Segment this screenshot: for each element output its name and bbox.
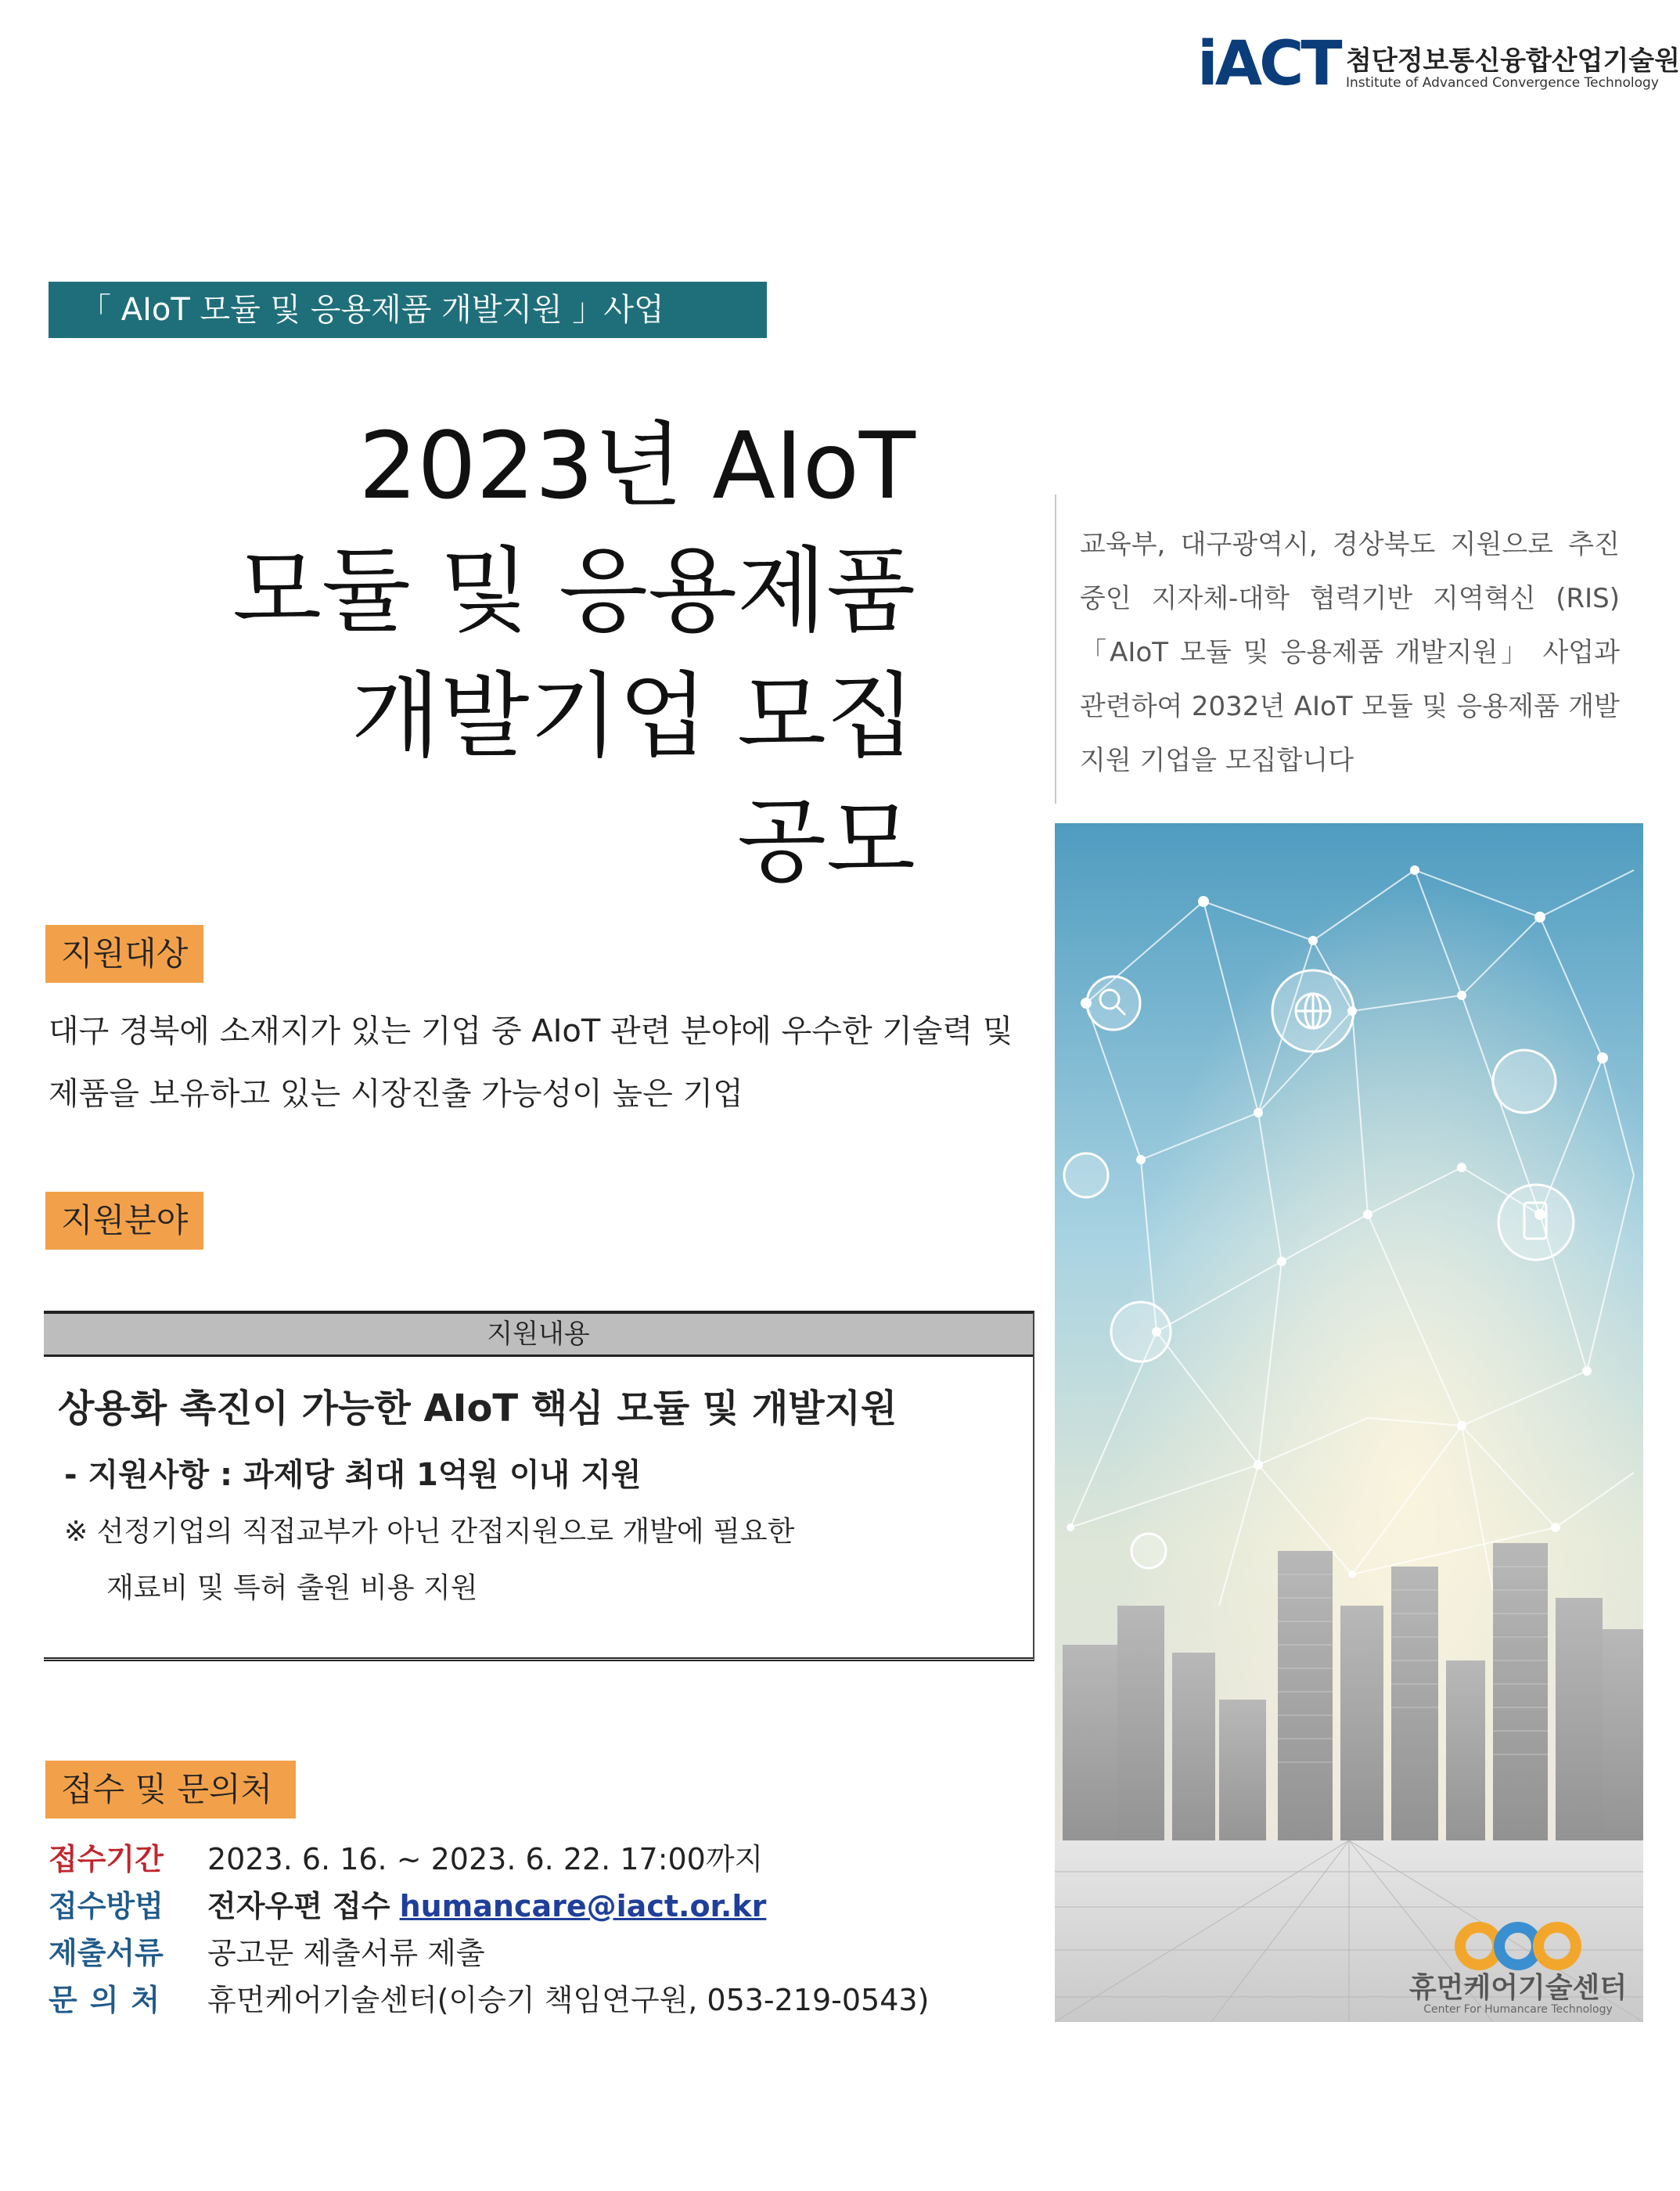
title-line-2: 모듈 및 응용제품 [232,537,916,645]
email-link[interactable]: humancare@iact.or.kr [399,1889,767,1923]
section-tag-target: 지원대상 [45,925,203,983]
target-line-2: 제품을 보유하고 있는 시장진출 가능성이 높은 기업 [49,1076,743,1112]
period-value: 2023. 6. 16. ~ 2023. 6. 22. 17:00까지 [207,1842,764,1876]
network-city-image [1055,823,1643,2022]
method-value [207,1882,766,1925]
target-description [49,1000,1019,1125]
intro-divider [1055,495,1056,804]
inquiry-label: 문의처 [49,1983,173,2017]
docs-label: 제출서류 [49,1936,164,1970]
iact-logo-mark: iACT [1197,29,1340,99]
page-title [47,403,916,904]
intro-text: 교육부, 대구광역시, 경상북도 지원으로 추진 중인 지자체-대학 협력기반 지역혁신 (RIS)「AIoT 모듈 및 응용제품 개발지원」 사업과 관련하여 2032년 AIoT 모듈 및 응용제품 개발지원 기업을 모집합니다 [1080,529,1620,776]
support-table-header: 지원내용 [44,1314,1033,1357]
inquiry-value: 휴먼케어기술센터(이승기 책임연구원, 053-219-0543) [207,1983,930,2017]
project-banner: 「 AIoT 모듈 및 응용제품 개발지원 」사업 [49,282,767,338]
support-main-text: 상용화 촉진이 가능한 AIoT 핵심 모듈 및 개발지원 [58,1387,898,1430]
iact-logo [1197,28,1680,103]
humancare-center-name-en: Center For Humancare Technology [1423,2003,1613,2016]
humancare-center-name: 휴먼케어기술센터 [1408,1972,1628,2004]
target-line-1: 대구 경북에 소재지가 있는 기업 중 AIoT 관련 분야에 우수한 기술력 및 [49,1013,1013,1049]
support-note-line-2: 재료비 및 특허 출원 비용 지원 [106,1572,478,1604]
section-tag-field: 지원분야 [45,1192,203,1250]
section-tag-contact: 접수 및 문의처 [45,1761,296,1819]
docs-value: 공고문 제출서류 제출 [207,1936,485,1970]
period-label: 접수기간 [49,1842,164,1876]
org-name-korean: 첨단정보통신융합산업기술원 [1346,45,1680,77]
support-amount-text: - 지원사항 : 과제당 최대 1억원 이내 지원 [64,1457,642,1493]
title-line-3: 개발기업 모집 [351,662,916,770]
method-text: 전자우편 접수 [207,1889,390,1923]
title-line-4: 공모 [737,787,916,895]
support-note-line-1: ※ 선정기업의 직접교부가 아닌 간접지원으로 개발에 필요한 [64,1516,795,1548]
org-name-english: Institute of Advanced Convergence Technology [1346,75,1659,91]
title-line-1: 2023년 AIoT [358,412,916,520]
method-label: 접수방법 [49,1889,164,1923]
support-table [44,1311,1034,1661]
